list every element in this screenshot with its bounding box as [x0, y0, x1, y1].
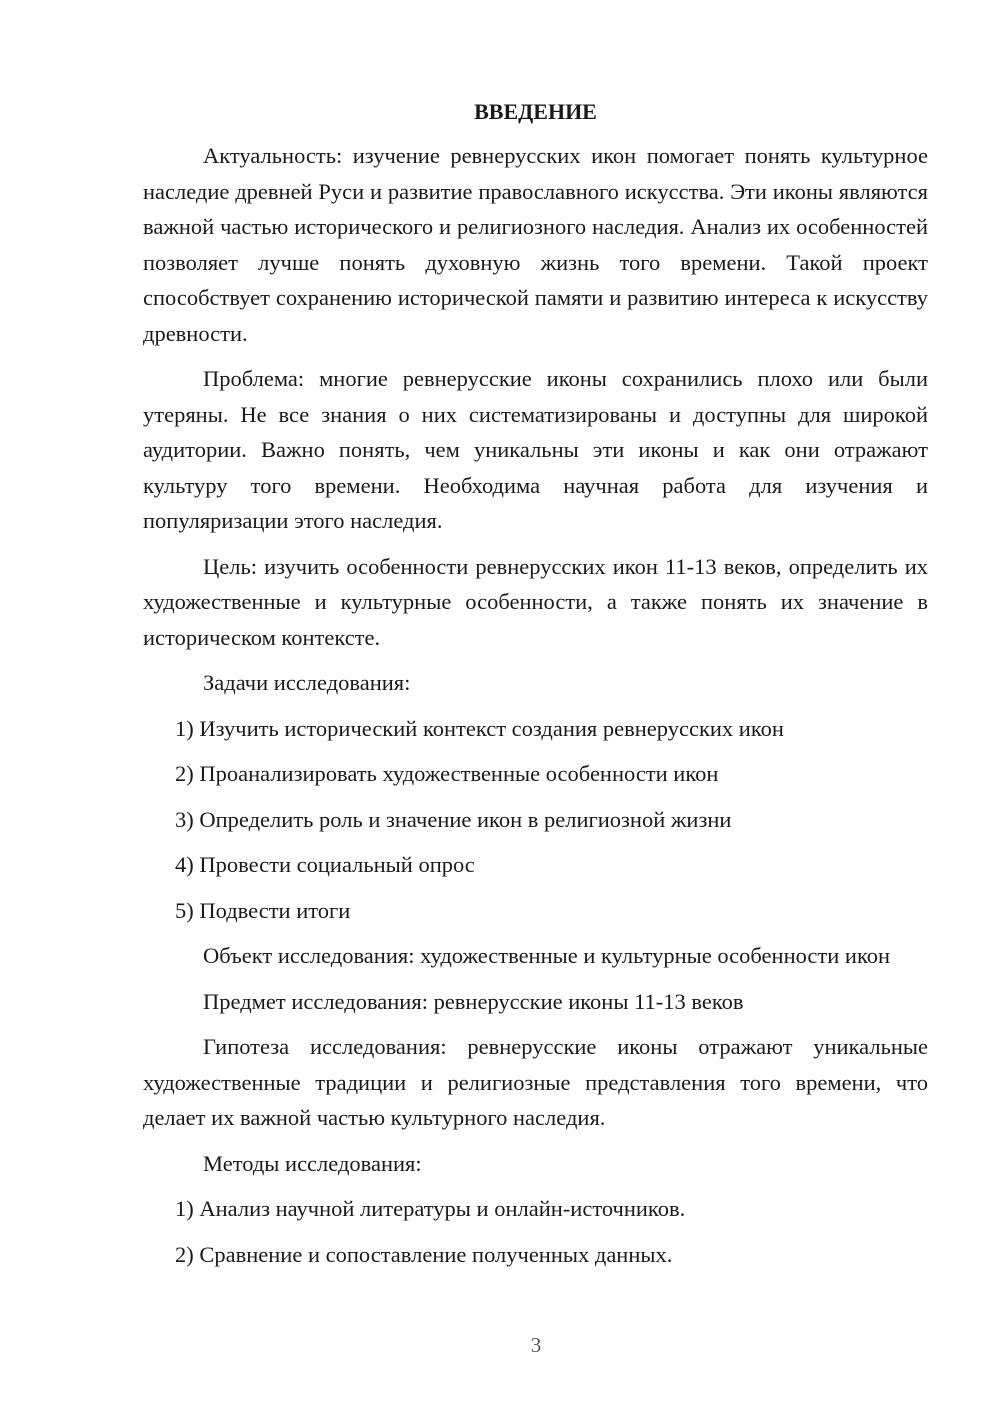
list-item-method-1: 1) Анализ научной литературы и онлайн-источников. — [175, 1196, 686, 1221]
list-item-method-2: 2) Сравнение и сопоставление полученных данных. — [175, 1241, 673, 1267]
list-item-task-3: 3) Определить роль и значение икон в религиозной жизни — [175, 806, 732, 832]
tasks-list — [143, 711, 928, 929]
paragraph-subject: Предмет исследования: ревнерусские иконы 11-13 веков — [203, 988, 744, 1014]
page-number: 3 — [530, 1333, 542, 1357]
paragraph-goal: Цель: изучить особенности ревнерусских икон 11-13 веков, определить их художественные и культурные особенности, а также понять их значение в историческом контексте. — [143, 553, 928, 650]
tasks-title: Задачи исследования: — [203, 670, 411, 695]
list-item-task-5: 5) Подвести итоги — [175, 897, 351, 923]
paragraph-hypothesis: Гипотеза исследования: ревнерусские иконы отражают уникальные художественные традиции и религиозные представления того времени, что делает их важной частью культурного наследия. — [143, 1034, 928, 1130]
methods-title: Методы исследования: — [203, 1150, 422, 1176]
paragraph-relevance: Актуальность: изучение ревнерусских икон помогает понять культурное наследие древней Руси и развитие православного искусства. Эти иконы являются важной частью исторического и религиозного наследия. Анализ их особенностей позволяет лучше понять духовную жизнь того времени. Такой проект способствует сохранению исторической памяти и развитию интереса к искусству древности. — [143, 143, 928, 346]
paragraph-object: Объект исследования: художественные и культурные особенности икон — [203, 943, 891, 968]
list-item-task-1: 1) Изучить исторический контекст создания ревнерусских икон — [175, 715, 784, 741]
page-content — [143, 94, 928, 1282]
methods-list — [143, 1191, 928, 1272]
list-item-task-2: 2) Проанализировать художественные особенности икон — [175, 761, 719, 786]
list-item-task-4: 4) Провести социальный опрос — [175, 852, 475, 877]
paragraph-problem: Проблема: многие ревнерусские иконы сохранились плохо или были утеряны. Не все знания о них систематизированы и доступны для широкой аудитории. Важно понять, чем уникальны эти иконы и как они отражают культуру того времени. Необходима научная работа для изучения и популяризации этого наследия. — [143, 366, 928, 533]
section-heading: ВВЕДЕНИЕ — [474, 99, 597, 124]
